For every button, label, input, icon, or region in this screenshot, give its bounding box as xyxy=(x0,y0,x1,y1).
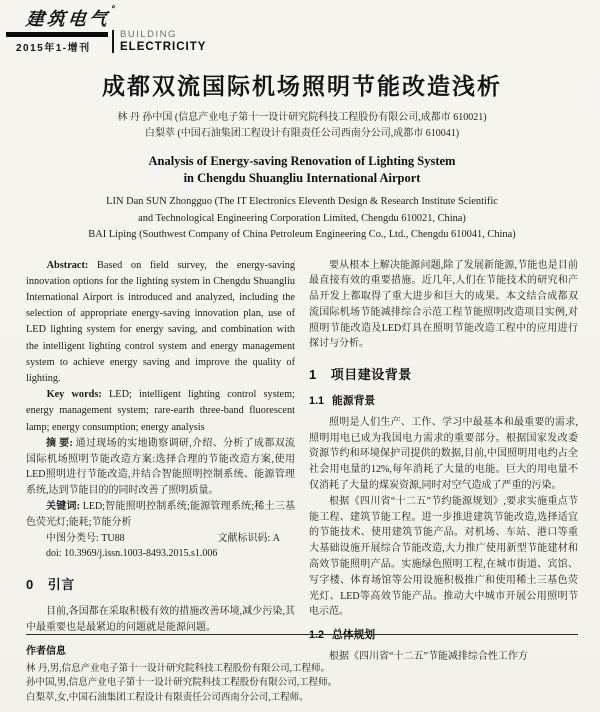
article-title-en xyxy=(26,153,578,187)
logo-underline-bar xyxy=(6,32,108,37)
section-0-paragraph: 目前,各国都在采取积极有效的措施改善环境,减少污染,其中最重要也是最紧迫的问题就是能源问题。 xyxy=(26,605,295,633)
abstract-label: Abstract: xyxy=(46,259,89,271)
footer-divider xyxy=(26,634,578,635)
keywords-en xyxy=(26,387,295,436)
section-1-1-paragraph-2: 根据《四川省“十二五”节约能源规划》,要求实施重点节能工程、建筑节能工程。进一步推进建筑节能改造,选择适宜的节能技术、使用建筑节能产品。对机场、车站、港口等重大基础设施开展综合节能改造,大力推广使用新型节能建材和高效节能照明产品。实施绿色照明工程,在城市街道、宾馆、写字楼、体育场馆等公用设施积极推广和使用稀土三基色荧光灯、LED等高效节能产品。推动大中城市开展公用照明节电示范。 xyxy=(309,495,578,618)
article-body xyxy=(26,258,578,662)
section-1-2-number: 1.2 xyxy=(309,629,325,642)
authors-en-line1: LIN Dan SUN Zhongguo (The IT Electronics Eleventh Design & Research Institute Scientific xyxy=(106,196,498,207)
keywords-zh-text: LED;智能照明控制系统;能源管理系统;稀土三基色荧光灯;能耗;节能分析 xyxy=(26,500,295,528)
authors-zh-line1: 林 丹 孙中国 (信息产业电子第十一设计研究院科技工程股份有限公司,成都市 610021) xyxy=(117,112,487,123)
authors-en-line2: and Technological Engineering Corporation Limited, Chengdu 610021, China) xyxy=(138,212,466,224)
logo-divider xyxy=(112,30,114,53)
keywords-text: LED; intelligent lighting control system; energy management system; rare-earth three-band fluorescent lamp; energy consumption; energy analysis xyxy=(26,389,296,433)
right-column xyxy=(309,258,578,662)
clc-item xyxy=(46,531,125,547)
article-title-zh: 成都双流国际机场照明节能改造浅析 xyxy=(102,74,502,99)
doc-code-value: A xyxy=(270,532,280,544)
section-0-heading xyxy=(26,577,295,593)
section-0-title: 引言 xyxy=(47,577,75,593)
author-bio-3: 白梨萃,女,中国石油集团工程设计有限责任公司西南分公司,工程师。 xyxy=(26,693,309,704)
doi-label: doi: xyxy=(46,548,62,560)
trademark-mark-icon: ° xyxy=(110,5,119,15)
abstract-zh-label: 摘 要: xyxy=(46,437,73,449)
section-1-1-number: 1.1 xyxy=(309,395,325,408)
section-1-1-title: 能源背景 xyxy=(332,395,376,408)
section-1-2-paragraph: 根据《四川省“十二五”节能减排综合性工作方 xyxy=(329,651,528,662)
keywords-zh xyxy=(26,499,295,531)
journal-name-en-block xyxy=(120,29,206,54)
abstract-zh-text: 通过现场的实地勘察调研,介绍、分析了成都双流国际机场照明节能改造方案:选择合理的节能改造方案,使用LED照明进行节能改造,并结合智能照明控制系统、能源管理系统,达到节能目的的同时改善了照明质量。 xyxy=(26,437,295,497)
journal-name-en-line2: ELECTRICITY xyxy=(120,41,207,53)
doi-line xyxy=(26,546,295,562)
title-block xyxy=(26,68,578,244)
left-column xyxy=(26,258,295,662)
section-1-2-title: 总体规划 xyxy=(332,629,376,642)
journal-header xyxy=(6,5,578,54)
article-title-en-line1: Analysis of Energy-saving Renovation of Lighting System xyxy=(148,154,456,168)
doc-code-label: 文献标识码: xyxy=(217,532,271,544)
journal-logo-block xyxy=(6,5,119,54)
author-bio-2: 孙中国,男,信息产业电子第十一设计研究院科技工程股份有限公司,工程师。 xyxy=(26,678,338,689)
authors-zh xyxy=(26,110,578,142)
section-1-1-heading xyxy=(309,394,578,410)
section-1-title: 项目建设背景 xyxy=(330,367,412,383)
authors-en-line3: BAI Liping (Southwest Company of China Petroleum Engineering Co., Ltd., Chengdu 610041, China) xyxy=(88,229,516,240)
journal-name-en-line1: BUILDING xyxy=(120,29,177,40)
doi-value: 10.3969/j.issn.1003-8493.2015.s1.006 xyxy=(61,548,218,560)
abstract-en xyxy=(26,258,295,388)
clc-label: 中图分类号: xyxy=(46,532,99,544)
section-1-number: 1 xyxy=(309,367,317,383)
clc-value: TU88 xyxy=(98,532,125,544)
author-bio-1: 林 丹,男,信息产业电子第十一设计研究院科技工程股份有限公司,工程师。 xyxy=(26,663,331,674)
journal-logo-calligraphy xyxy=(5,5,119,31)
intro-continued-paragraph: 要从根本上解决能源问题,除了发展新能源,节能也是目前最直接有效的重要措施。近几年,人们在节能技术的研究和产品开发上都取得了重大进步和巨大的成果。本文结合成都双流国际机场节能减排综合示范工程节能照明改造项目实例,对照明节能改造及LED灯具在照明节能改造工程中的应用进行探讨与分析。 xyxy=(309,259,578,350)
keywords-zh-label: 关键词: xyxy=(46,500,81,512)
abstract-zh xyxy=(26,436,295,499)
author-info-heading: 作者信息 xyxy=(26,645,66,657)
section-1-1-paragraph-1: 照明是人们生产、工作、学习中最基本和最重要的需求,照明用电已成为我国电力需求的重要部分。根据国家发改委资源节约和环境保护司提供的数据,目前,中国照明用电约占全社会用电量的12%,每年消耗了大量的电能。巨大的用电量不仅消耗了大量的煤炭资源,同时对空气造成了严重的污染。 xyxy=(309,416,578,492)
section-0-number: 0 xyxy=(26,577,34,593)
keywords-label: Key words: xyxy=(46,389,102,401)
section-1-heading xyxy=(309,367,578,383)
abstract-text: Based on field survey, the energy-saving innovation options for the lighting system in Chengdu Shuangliu International Airport is introduced and analyzed, including the selection of appropriate energy-saving innovation plan, use of LED lighting system for energy saving, and combination with the intelligent lighting control system and energy management system to achieve energy saving and improve the quality of lighting. xyxy=(26,259,295,384)
doc-code-item xyxy=(217,531,280,547)
journal-issue: 2015年1-增刊 xyxy=(16,43,91,54)
article-title-en-line2: in Chengdu Shuangliu International Airport xyxy=(183,171,421,185)
authors-zh-line2: 白梨萃 (中国石油集团工程设计有限责任公司西南分公司,成都市 610041) xyxy=(144,128,460,139)
authors-en xyxy=(26,194,578,244)
author-info-footer xyxy=(26,634,578,706)
classification-line xyxy=(26,531,295,547)
journal-logo-text: 建筑电气 xyxy=(24,9,111,30)
